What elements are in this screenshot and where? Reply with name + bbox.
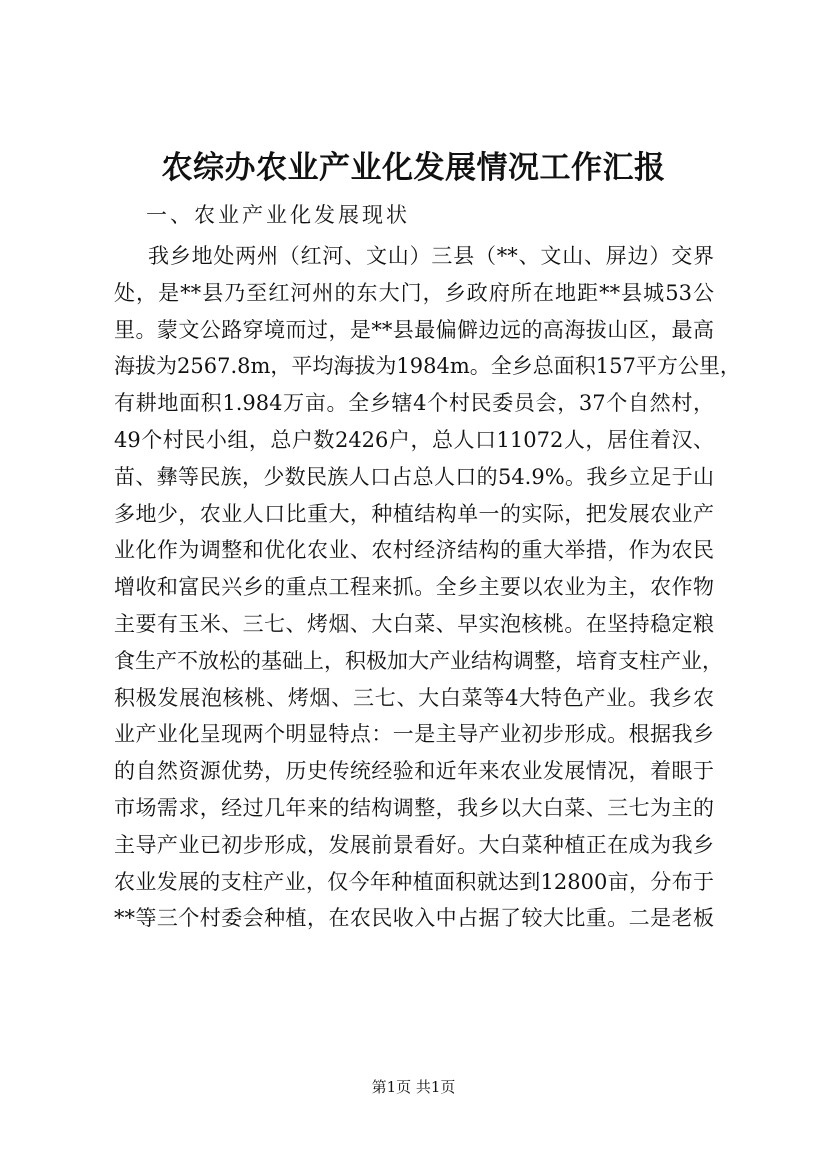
paragraph-line: 苗、彝等民族，少数民族人口占总人口的54.9%。我乡立足于山 [114,464,714,489]
paragraph-line: 多地少，农业人口比重大，种植结构单一的实际，把发展农业产 [114,501,714,526]
paragraph-line: 业产业化呈现两个明显特点：一是主导产业初步形成。根据我乡 [114,722,714,747]
paragraph-line: 农业发展的支柱产业，仅今年种植面积就达到12800亩，分布于 [114,869,714,894]
paragraph-line: 里。蒙文公路穿境而过，是**县最偏僻边远的高海拔山区，最高 [114,317,714,342]
paragraph-line: 主导产业已初步形成，发展前景看好。大白菜种植正在成为我乡 [114,832,714,857]
paragraph-line: 海拔为2567.8m，平均海拔为1984m。全乡总面积157平方公里， [114,354,741,379]
body-paragraph [114,238,741,937]
paragraph-line: 增收和富民兴乡的重点工程来抓。全乡主要以农业为主，农作物 [114,575,714,600]
paragraph-line: 积极发展泡核桃、烤烟、三七、大白菜等4大特色产业。我乡农 [114,685,714,710]
paragraph-line: 处，是**县乃至红河州的东大门，乡政府所在地距**县城53公 [114,280,714,305]
paragraph-line: 业化作为调整和优化农业、农村经济结构的重大举措，作为农民 [114,538,714,563]
paragraph-line: 49个村民小组，总户数2426户，总人口11072人，居住着汉、 [114,427,714,452]
paragraph-line: 主要有玉米、三七、烤烟、大白菜、早实泡核桃。在坚持稳定粮 [114,611,714,636]
paragraph-line: 市场需求，经过几年来的结构调整，我乡以大白菜、三七为主的 [114,795,714,820]
section-heading: 一、农业产业化发展现状 [146,203,410,227]
paragraph-line: 我乡地处两州（红河、文山）三县（**、文山、屏边）交界 [148,244,714,268]
page-number-footer: 第1页 共1页 [371,1078,456,1096]
document-title: 农综办农业产业化发展情况工作汇报 [161,150,666,186]
paragraph-line: 的自然资源优势，历史传统经验和近年来农业发展情况，着眼于 [114,759,714,784]
paragraph-line: 有耕地面积1.984万亩。全乡辖4个村民委员会，37个自然村， [114,391,714,416]
paragraph-line: **等三个村委会种植，在农民收入中占据了较大比重。二是老板 [114,906,714,931]
paragraph-line: 食生产不放松的基础上，积极加大产业结构调整，培育支柱产业， [114,648,723,673]
